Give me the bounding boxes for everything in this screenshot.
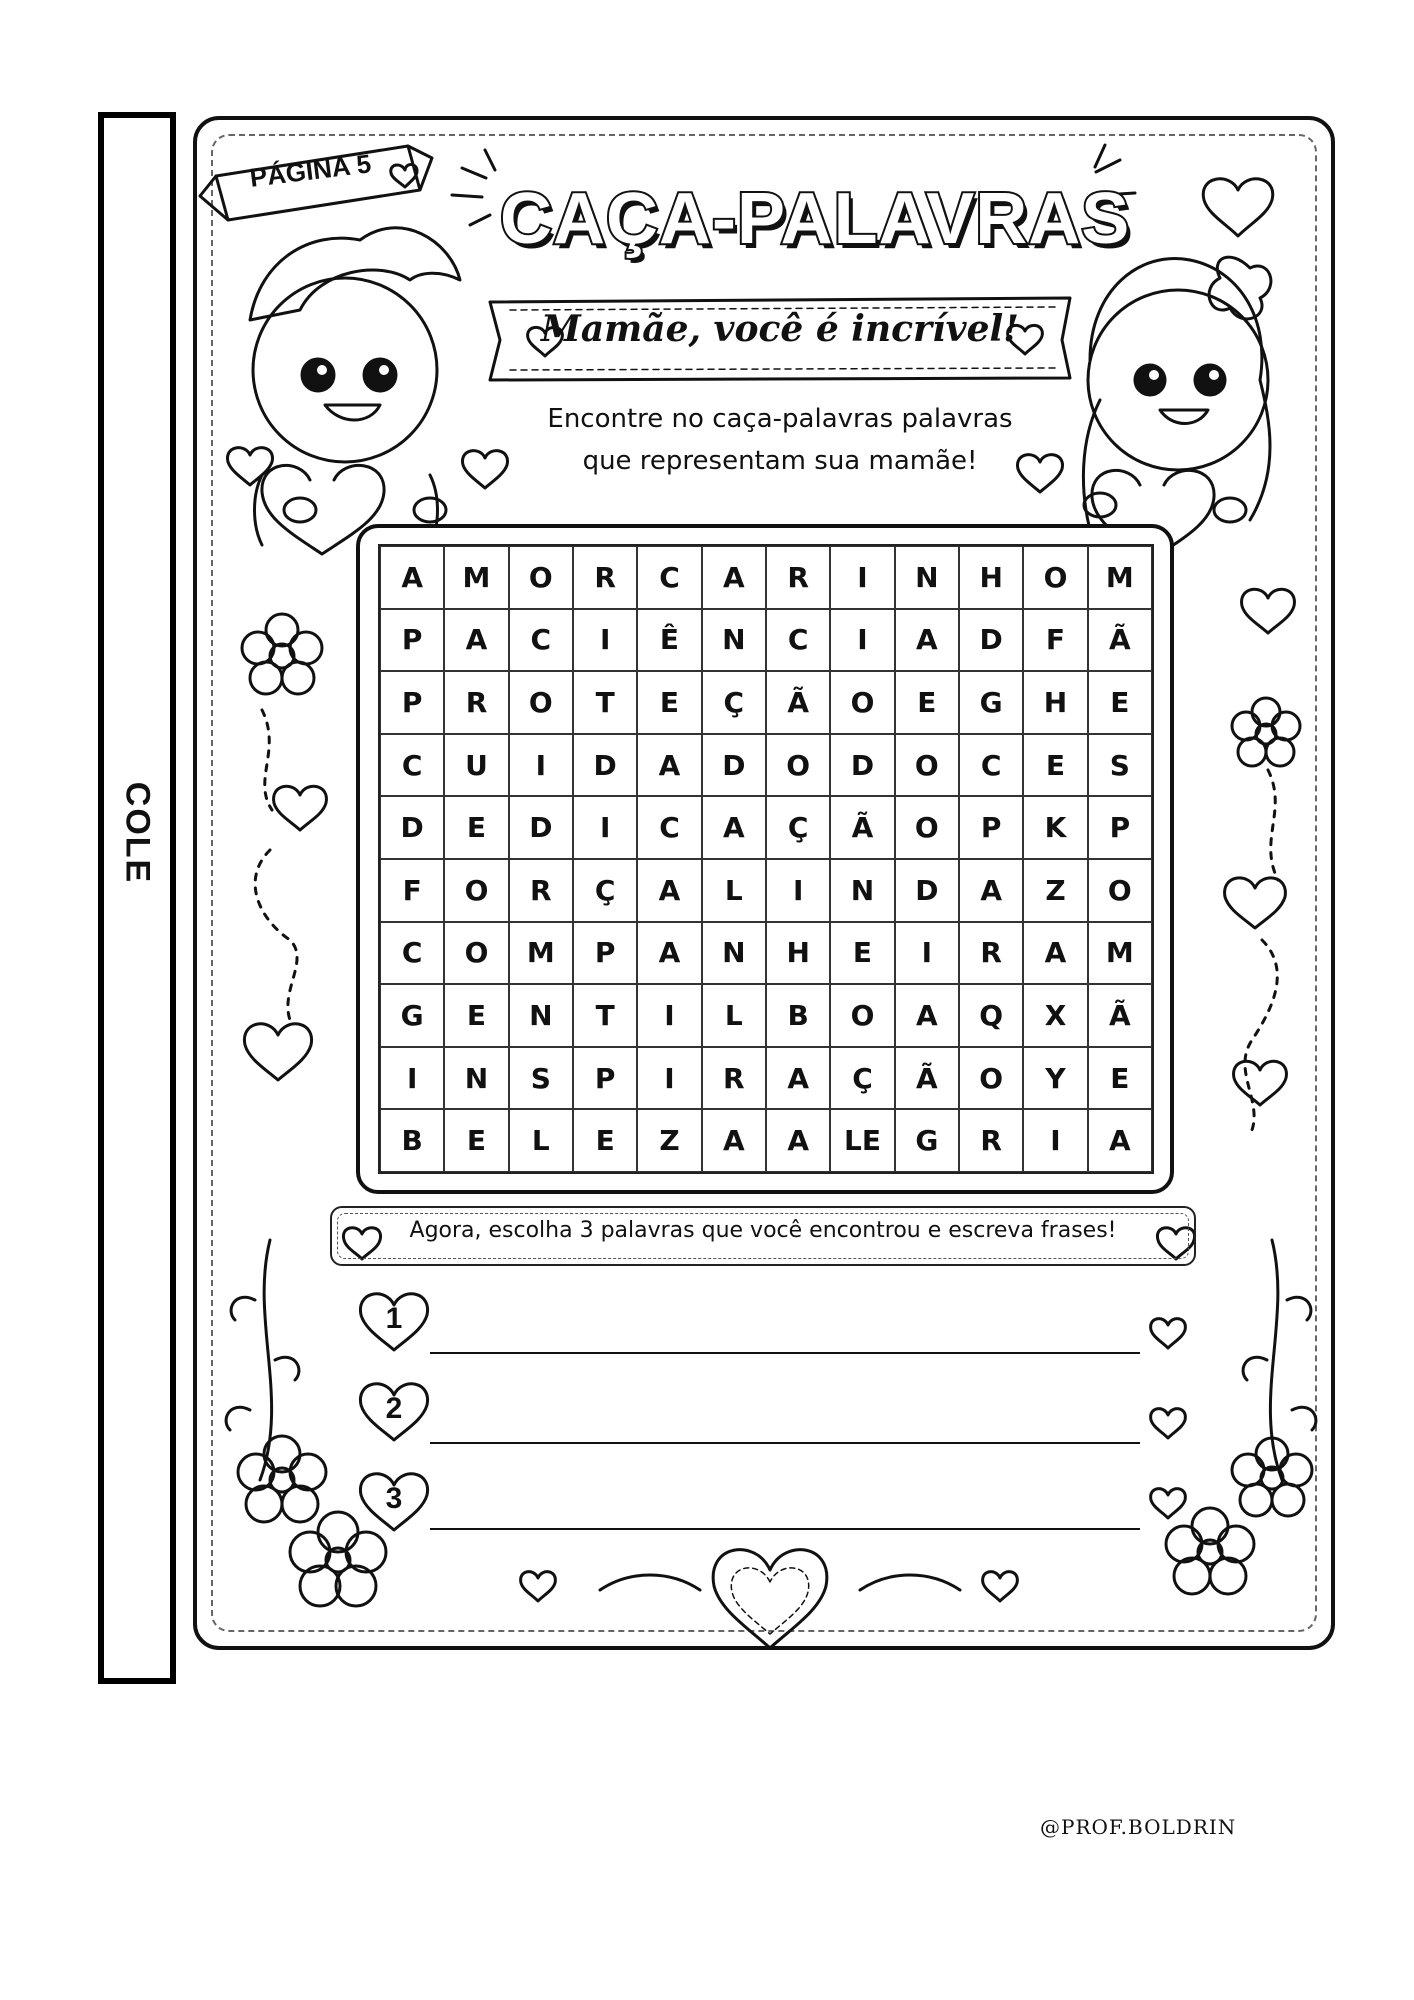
grid-cell[interactable]: O (509, 546, 573, 609)
grid-cell[interactable]: A (1023, 922, 1087, 985)
grid-cell[interactable]: D (895, 859, 959, 922)
heart-icon (227, 448, 272, 485)
grid-cell[interactable]: R (573, 546, 637, 609)
grid-cell[interactable]: I (1023, 1109, 1087, 1172)
grid-cell[interactable]: Ç (766, 796, 830, 859)
girl-illustration-icon (1083, 257, 1270, 559)
prompt-text: Agora, escolha 3 palavras que você encontrou e escreva frases! (409, 1218, 1117, 1243)
grid-cell[interactable]: E (444, 796, 508, 859)
grid-cell[interactable]: S (1088, 734, 1152, 797)
grid-cell[interactable]: P (380, 671, 444, 734)
grid-cell[interactable]: L (509, 1109, 573, 1172)
grid-cell[interactable]: A (766, 1109, 830, 1172)
grid-cell[interactable]: H (766, 922, 830, 985)
grid-cell[interactable]: H (959, 546, 1023, 609)
grid-cell[interactable]: A (637, 734, 701, 797)
grid-cell[interactable]: O (959, 1047, 1023, 1110)
grid-cell[interactable]: C (637, 546, 701, 609)
grid-cell[interactable]: C (509, 609, 573, 672)
grid-cell[interactable]: I (637, 1047, 701, 1110)
grid-cell[interactable]: P (1088, 796, 1152, 859)
grid-cell[interactable]: Q (959, 984, 1023, 1047)
grid-cell[interactable]: I (573, 609, 637, 672)
grid-cell[interactable]: Ã (895, 1047, 959, 1110)
grid-cell[interactable]: O (444, 922, 508, 985)
flower-icon (1232, 698, 1300, 766)
grid-cell-letter: E (861, 1124, 881, 1158)
grid-cell[interactable]: B (766, 984, 830, 1047)
grid-cell[interactable]: I (380, 1047, 444, 1110)
grid-cell[interactable]: N (702, 609, 766, 672)
boy-illustration-icon (250, 228, 460, 554)
grid-cell[interactable]: I (637, 984, 701, 1047)
grid-cell[interactable]: A (702, 796, 766, 859)
grid-cell[interactable]: M (1088, 546, 1152, 609)
heart-icon (1203, 179, 1272, 236)
flower-icon (1232, 1438, 1312, 1516)
subtitle: Mamãe, você é incrível! (540, 308, 1019, 350)
grid-cell[interactable]: A (444, 609, 508, 672)
instruction-line-2: que representam sua mamãe! (582, 446, 978, 476)
grid-cell[interactable]: R (959, 1109, 1023, 1172)
grid-cell[interactable]: G (380, 984, 444, 1047)
grid-cell[interactable]: U (444, 734, 508, 797)
grid-cell[interactable]: A (766, 1047, 830, 1110)
grid-cell[interactable]: O (895, 734, 959, 797)
grid-cell[interactable]: Z (1023, 859, 1087, 922)
heart-icon (1151, 1319, 1186, 1348)
grid-cell[interactable]: E (573, 1109, 637, 1172)
grid-cell[interactable]: N (509, 984, 573, 1047)
grid-cell[interactable]: Ç (702, 671, 766, 734)
grid-cell[interactable]: D (959, 609, 1023, 672)
grid-cell[interactable]: A (1088, 1109, 1152, 1172)
grid-cell[interactable]: M (444, 546, 508, 609)
grid-cell[interactable]: P (573, 922, 637, 985)
grid-cell[interactable]: I (509, 734, 573, 797)
grid-cell-letter: L (844, 1124, 862, 1158)
heart-icon (244, 1024, 311, 1080)
credit: @PROF.BOLDRIN (1040, 1815, 1237, 1839)
heart-icon (1151, 1489, 1186, 1518)
grid-cell[interactable]: N (702, 922, 766, 985)
grid-cell[interactable]: P (380, 609, 444, 672)
grid-cell[interactable]: C (637, 796, 701, 859)
grid-cell[interactable]: Ã (830, 796, 894, 859)
grid-cell[interactable]: E (830, 922, 894, 985)
grid-cell[interactable]: S (509, 1047, 573, 1110)
line-number: 1 (385, 1302, 403, 1335)
grid-cell[interactable]: E (637, 671, 701, 734)
grid-cell[interactable]: F (1023, 609, 1087, 672)
grid-cell[interactable]: A (959, 859, 1023, 922)
page-label: PÁGINA 5 (248, 148, 373, 193)
grid-cell[interactable]: I (895, 922, 959, 985)
grid-cell[interactable]: O (1088, 859, 1152, 922)
grid-cell[interactable]: Ê (637, 609, 701, 672)
grid-cell[interactable]: A (702, 546, 766, 609)
grid-cell[interactable]: E (444, 1109, 508, 1172)
grid-cell[interactable]: E (895, 671, 959, 734)
grid-cell[interactable]: Ã (1088, 609, 1152, 672)
grid-cell[interactable]: A (702, 1109, 766, 1172)
vine-icon (1243, 1240, 1316, 1480)
grid-cell[interactable]: P (959, 796, 1023, 859)
grid-cell[interactable]: K (1023, 796, 1087, 859)
grid-cell[interactable]: E (1088, 1047, 1152, 1110)
grid-cell[interactable]: C (380, 922, 444, 985)
heart-icon (521, 1572, 556, 1601)
grid-cell[interactable]: L (702, 984, 766, 1047)
flower-icon (1166, 1508, 1254, 1594)
grid-cell[interactable]: N (444, 1047, 508, 1110)
grid-cell[interactable]: N (830, 859, 894, 922)
glue-label: COLE (118, 781, 157, 885)
grid-cell[interactable]: O (830, 984, 894, 1047)
sparkle-icon (485, 145, 1105, 170)
grid-cell[interactable]: A (895, 609, 959, 672)
vine-icon (226, 1240, 299, 1480)
heart-icon (274, 786, 327, 830)
grid-cell[interactable]: I (830, 546, 894, 609)
grid-cell[interactable]: O (895, 796, 959, 859)
grid-cell[interactable]: D (702, 734, 766, 797)
grid-cell[interactable]: H (1023, 671, 1087, 734)
grid-cell[interactable]: I (766, 859, 830, 922)
heart-icon (1242, 589, 1295, 633)
sparkle-icon (452, 168, 490, 225)
grid-cell[interactable] (830, 1109, 894, 1172)
grid-cell[interactable]: R (959, 922, 1023, 985)
flower-icon (238, 1436, 326, 1522)
grid-cell[interactable]: O (766, 734, 830, 797)
heart-icon (1225, 878, 1286, 928)
grid-cell[interactable]: O (830, 671, 894, 734)
grid-cell[interactable]: A (380, 546, 444, 609)
grid-cell[interactable]: G (895, 1109, 959, 1172)
grid-cell[interactable]: B (380, 1109, 444, 1172)
grid-cell[interactable]: X (1023, 984, 1087, 1047)
grid-cell[interactable]: R (702, 1047, 766, 1110)
grid-cell[interactable]: T (573, 984, 637, 1047)
grid-cell[interactable]: Z (637, 1109, 701, 1172)
grid-cell[interactable]: C (959, 734, 1023, 797)
heart-icon (1151, 1409, 1186, 1438)
flower-icon (290, 1512, 386, 1606)
vine-icon (600, 1575, 960, 1590)
line-number: 2 (385, 1392, 403, 1425)
word-search-grid (378, 544, 1154, 1174)
grid-cell[interactable]: E (444, 984, 508, 1047)
grid-cell[interactable]: Ç (573, 859, 637, 922)
answer-line-3[interactable] (430, 1528, 1140, 1530)
grid-cell[interactable]: O (509, 671, 573, 734)
grid-cell[interactable]: R (444, 671, 508, 734)
instruction-line-1: Encontre no caça-palavras palavras (547, 404, 1013, 434)
grid-cell[interactable]: P (573, 1047, 637, 1110)
grid-cell[interactable]: D (509, 796, 573, 859)
grid-cell[interactable]: Ã (1088, 984, 1152, 1047)
grid-cell[interactable]: Y (1023, 1047, 1087, 1110)
grid-cell[interactable]: A (637, 922, 701, 985)
grid-cell[interactable]: R (766, 546, 830, 609)
grid-cell[interactable]: M (1088, 922, 1152, 985)
page-title: CAÇA-PALAVRAS (500, 179, 1131, 259)
instruction (470, 398, 1090, 482)
grid-cell[interactable]: M (509, 922, 573, 985)
grid-cell[interactable]: C (766, 609, 830, 672)
grid-cell[interactable]: R (509, 859, 573, 922)
answer-line-2[interactable] (430, 1442, 1140, 1444)
grid-cell[interactable]: C (380, 734, 444, 797)
grid-cell[interactable]: L (702, 859, 766, 922)
grid-cell[interactable]: F (380, 859, 444, 922)
grid-cell[interactable]: E (1088, 671, 1152, 734)
answer-line-1[interactable] (430, 1352, 1140, 1354)
flower-icon (242, 614, 322, 694)
grid-cell[interactable]: E (1023, 734, 1087, 797)
grid-cell[interactable]: A (637, 859, 701, 922)
grid-cell[interactable]: O (1023, 546, 1087, 609)
grid-cell[interactable]: G (959, 671, 1023, 734)
grid-cell[interactable]: D (830, 734, 894, 797)
grid-cell[interactable]: D (573, 734, 637, 797)
grid-cell[interactable]: Ç (830, 1047, 894, 1110)
grid-cell[interactable]: Ã (766, 671, 830, 734)
grid-cell[interactable]: N (895, 546, 959, 609)
heart-icon (1234, 1061, 1287, 1105)
grid-cell[interactable]: I (830, 609, 894, 672)
line-number: 3 (385, 1482, 403, 1515)
grid-cell[interactable]: A (895, 984, 959, 1047)
grid-cell[interactable]: O (444, 859, 508, 922)
grid-cell[interactable]: D (380, 796, 444, 859)
grid-cell[interactable]: I (573, 796, 637, 859)
heart-icon (983, 1572, 1018, 1601)
grid-cell[interactable]: T (573, 671, 637, 734)
